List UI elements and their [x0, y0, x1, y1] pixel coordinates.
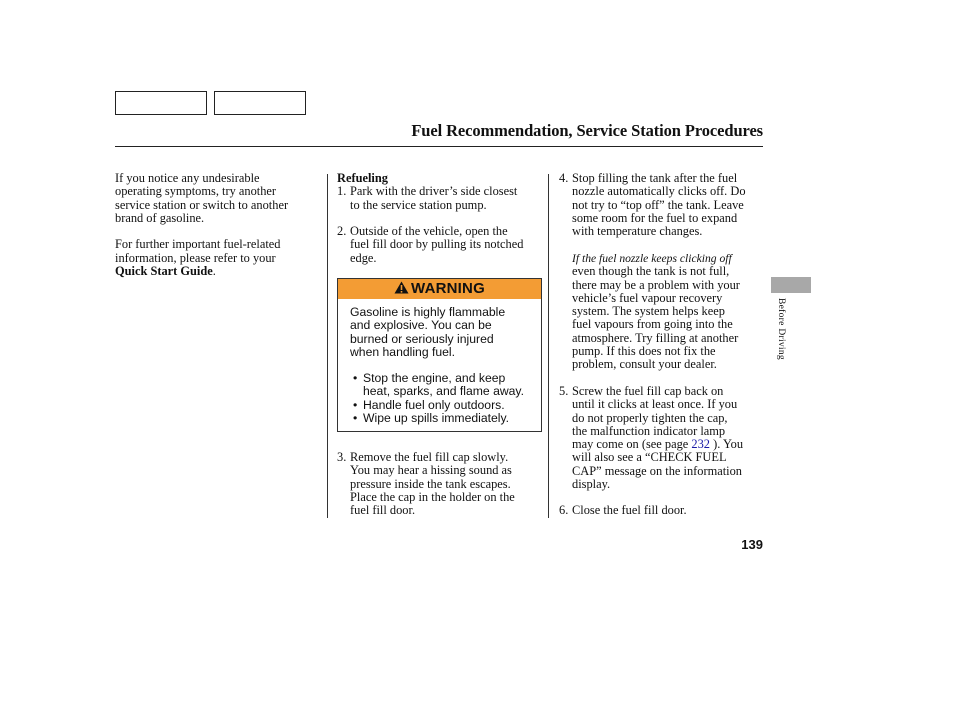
page-number: 139 [741, 537, 763, 552]
section-tab[interactable] [771, 277, 811, 293]
warning-header [338, 279, 541, 299]
title-rule [115, 146, 763, 147]
nav-button-2[interactable] [214, 91, 306, 115]
left-column [115, 172, 320, 278]
nav-button-1[interactable] [115, 91, 207, 115]
warning-bullets [353, 372, 541, 426]
fuel-nozzle-note: If the fuel nozzle keeps clicking off even though the tank is not full, there may be a problem with your vehicle’s fuel vapour recovery system. The system helps keep fuel vapours from going into the atmosphere. Try filling at another pump. If this does not fix the problem, consult your dealer. [572, 252, 740, 372]
bullet-icon: • [353, 411, 358, 426]
warning-box [337, 278, 542, 432]
list-item: • Stop the engine, and keep heat, sparks, and flame away. [353, 371, 525, 399]
bullet-icon: • [353, 397, 358, 412]
guide-reference-paragraph: For further important fuel-related information, please refer to your Quick Start Guide. [115, 237, 281, 279]
bullet-icon: • [353, 371, 358, 385]
warning-triangle-icon [394, 281, 409, 294]
intro-paragraph: If you notice any undesirable operating symptoms, try another service station or switch to another brand of gasoline. [115, 171, 289, 225]
quick-start-guide-label: Quick Start Guide [115, 264, 213, 279]
refueling-heading: Refueling [337, 171, 388, 185]
column-divider-right [548, 174, 549, 518]
page-title: Fuel Recommendation, Service Station Procedures [411, 121, 763, 140]
list-item: • Handle fuel only outdoors. [353, 397, 505, 412]
section-tab-label: Before Driving [776, 298, 786, 360]
warning-body: Gasoline is highly flammable and explosive. You can be burned or seriously injured when handling fuel. [350, 305, 506, 360]
middle-column: Refueling 1. Park with the driver’s side closest to the service station pump. 2. Outside of the vehicle, open the fuel fill door by pulling its notched edge. [337, 172, 543, 185]
list-item: • Wipe up spills immediately. [353, 411, 510, 426]
page-232-link[interactable]: 232 [691, 437, 710, 452]
warning-label: WARNING [411, 280, 485, 297]
column-divider-left [327, 174, 328, 518]
